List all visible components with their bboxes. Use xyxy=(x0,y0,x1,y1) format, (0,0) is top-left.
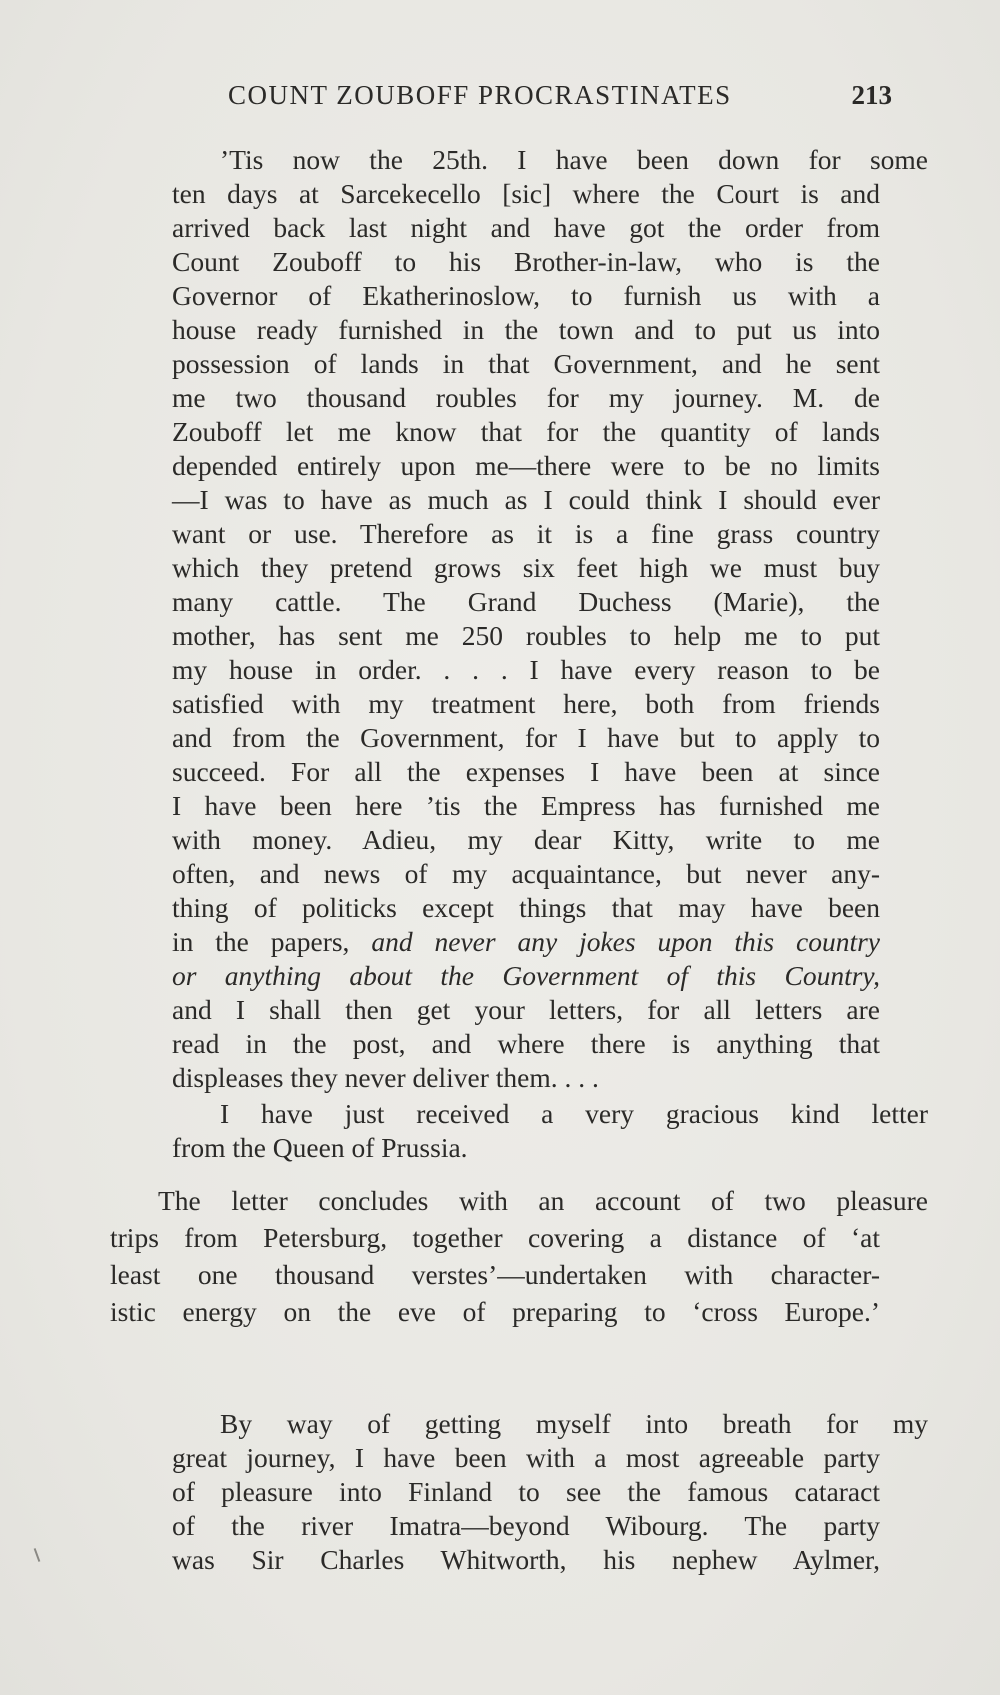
text-line: my house in order. . . . I have every reason to be xyxy=(172,654,880,685)
text-line: of the river Imatra—beyond Wibourg. The party xyxy=(172,1510,880,1541)
text-segment: in the papers, xyxy=(172,926,350,957)
text-line xyxy=(172,925,880,959)
text-line: ten days at Sarcekecello [sic] where the Court is and xyxy=(172,178,880,209)
running-title: COUNT ZOUBOFF PROCRASTINATES xyxy=(228,80,732,110)
text-line: and from the Government, for I have but to apply to xyxy=(172,722,880,753)
text-line: and I shall then get your letters, for all letters are xyxy=(172,994,880,1025)
text-line: I have just received a very gracious kind letter xyxy=(220,1098,928,1129)
text-line: was Sir Charles Whitworth, his nephew Aylmer, xyxy=(172,1544,880,1575)
text-line: trips from Petersburg, together covering a distance of ‘at xyxy=(110,1222,880,1253)
text-line: Count Zouboff to his Brother-in-law, who is the xyxy=(172,246,880,277)
italic-segment: or anything about the Government of this Country, xyxy=(172,960,880,991)
text-line: Governor of Ekatherinoslow, to furnish us with a xyxy=(172,280,880,311)
text-line: want or use. Therefore as it is a fine grass country xyxy=(172,518,880,549)
text-line: house ready furnished in the town and to put us into xyxy=(172,314,880,345)
text-line: istic energy on the eve of preparing to ‘cross Europe.’ xyxy=(110,1296,880,1327)
text-line: displeases they never deliver them. . . . xyxy=(172,1062,599,1093)
text-line: By way of getting myself into breath for my xyxy=(220,1408,928,1439)
text-line: thing of politicks except things that may have been xyxy=(172,892,880,923)
text-line: The letter concludes with an account of two pleasure xyxy=(158,1185,928,1216)
text-line: mother, has sent me 250 roubles to help me to put xyxy=(172,620,880,651)
text-line: me two thousand roubles for my journey. M. de xyxy=(172,382,880,413)
running-head xyxy=(110,80,892,120)
text-line xyxy=(172,959,880,993)
text-line: with money. Adieu, my dear Kitty, write to me xyxy=(172,824,880,855)
text-line: I have been here ’tis the Empress has furnished me xyxy=(172,790,880,821)
text-line: —I was to have as much as I could think I should ever xyxy=(172,484,880,515)
text-line: read in the post, and where there is anything that xyxy=(172,1028,880,1059)
text-line: satisfied with my treatment here, both from friends xyxy=(172,688,880,719)
margin-mark xyxy=(34,1548,41,1562)
text-line: ’Tis now the 25th. I have been down for some xyxy=(220,144,928,175)
text-line: from the Queen of Prussia. xyxy=(172,1132,468,1163)
page-number: 213 xyxy=(851,80,892,110)
text-line: which they pretend grows six feet high we must buy xyxy=(172,552,880,583)
text-line: arrived back last night and have got the order from xyxy=(172,212,880,243)
text-line: often, and news of my acquaintance, but never any- xyxy=(172,858,880,889)
text-line: many cattle. The Grand Duchess (Marie), the xyxy=(172,586,880,617)
text-line: succeed. For all the expenses I have been at since xyxy=(172,756,880,787)
text-line: Zouboff let me know that for the quantity of lands xyxy=(172,416,880,447)
text-line: least one thousand verstes’—undertaken with character- xyxy=(110,1259,880,1290)
italic-segment: and never any jokes upon this country xyxy=(371,926,881,957)
text-line: great journey, I have been with a most agreeable party xyxy=(172,1442,880,1473)
text-line: of pleasure into Finland to see the famous cataract xyxy=(172,1476,880,1507)
text-line: possession of lands in that Government, and he sent xyxy=(172,348,880,379)
text-line: depended entirely upon me—there were to be no limits xyxy=(172,450,880,481)
